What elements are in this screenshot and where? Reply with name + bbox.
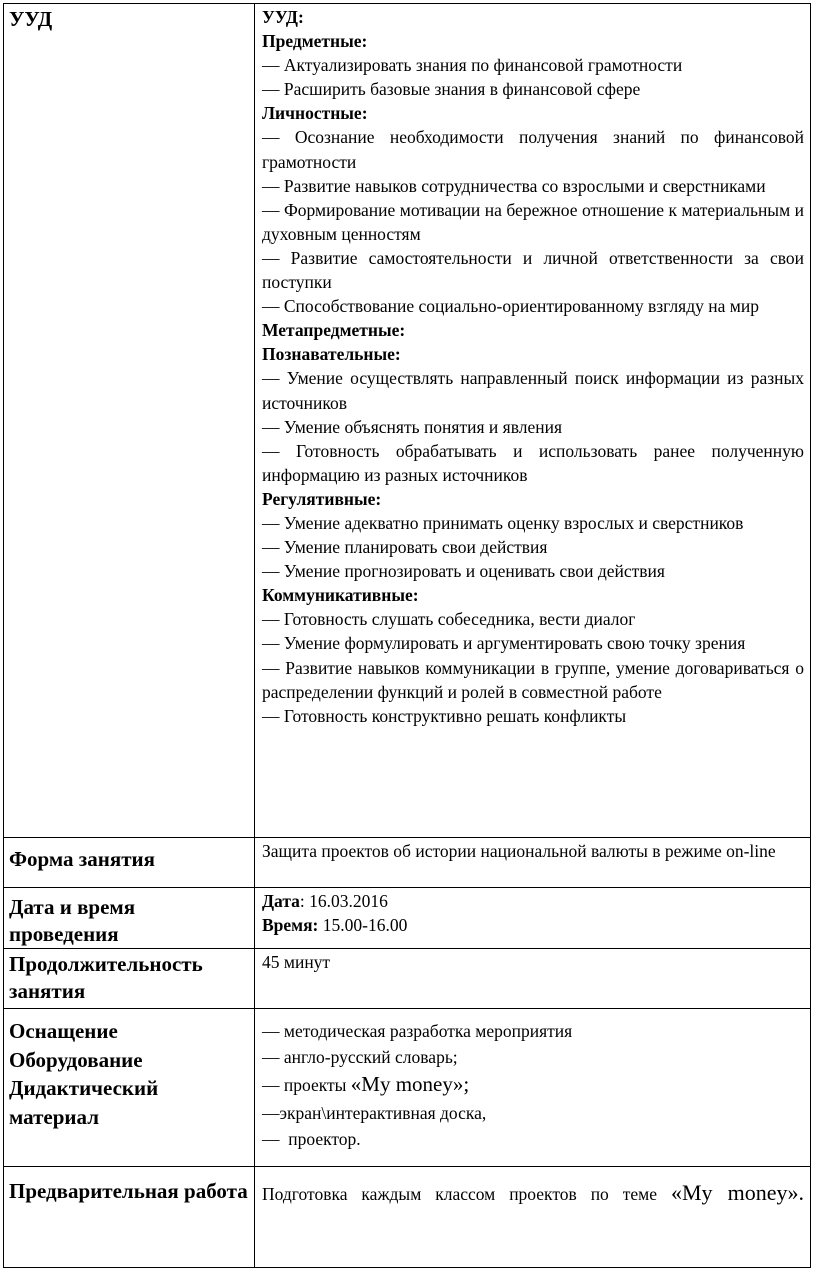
datetime-row [4, 888, 811, 949]
prep-text: Подготовка каждым классом проектов по теме [262, 1184, 671, 1204]
date-line [262, 889, 804, 913]
equipment-label-line: Оборудование [9, 1047, 143, 1072]
uud-content-cell [255, 4, 811, 838]
form-label-cell [4, 838, 255, 888]
list-item: — проектор. [262, 1129, 361, 1149]
list-item: — Развитие самостоятельности и личной ответственности за свои поступки [262, 247, 804, 293]
duration-value-cell [255, 949, 811, 1009]
list-item: — Умение объяснять понятия и явления [262, 416, 563, 437]
equipment-label-cell [4, 1009, 255, 1167]
duration-label-cell [4, 949, 255, 1009]
form-label: Форма занятия [9, 847, 155, 871]
date-label: Дата [262, 891, 300, 911]
list-item: — Расширить базовые знания в финансовой сфере [262, 79, 641, 100]
time-line [262, 913, 804, 937]
communicative-title: Коммуникативные: [262, 585, 419, 606]
list-item: — Осознание необходимости получения знаний по финансовой грамотности [262, 127, 804, 172]
list-item: — Актуализировать знания по финансовой грамотности [262, 55, 683, 76]
datetime-label: Дата и время проведения [9, 895, 136, 946]
list-item: — англо-русский словарь; [262, 1047, 458, 1067]
list-item: — Умение планировать свои действия [262, 537, 548, 558]
prep-label-cell [4, 1167, 255, 1268]
duration-value: 45 минут [262, 952, 331, 972]
prep-text-line [262, 1179, 804, 1209]
list-item: — Умение прогнозировать и оценивать свои действия [262, 561, 665, 582]
list-item: — Готовность конструктивно решать конфликты [262, 705, 627, 726]
list-item: — Готовность слушать собеседника, вести диалог [262, 609, 636, 630]
form-value-cell [255, 838, 811, 888]
list-item: —экран\интерактивная доска, [262, 1103, 487, 1123]
list-item [262, 1070, 804, 1100]
projects-prefix: — проекты [262, 1075, 351, 1095]
date-value: : 16.03.2016 [299, 891, 388, 911]
list-item: — Формирование мотивации на бережное отношение к материальным и духовным ценностям [262, 199, 804, 244]
list-item: — Развитие навыков сотрудничества со взрослыми и сверстниками [262, 175, 766, 196]
list-item: — Развитие навыков коммуникации в группе, умение договариваться о распределении функций и ролей в совместной работе [262, 657, 804, 702]
prep-label: Предварительная работа [9, 1179, 248, 1203]
equipment-label-line: Оснащение [9, 1019, 118, 1043]
equipment-row [4, 1009, 811, 1167]
time-value: 15.00-16.00 [318, 915, 408, 936]
uud-label: УУД [9, 7, 53, 31]
list-item: — Умение адекватно принимать оценку взрослых и сверстников [262, 512, 744, 533]
time-label: Время: [262, 915, 319, 936]
prep-value-cell [255, 1167, 811, 1268]
personal-title: Личностные: [262, 103, 368, 124]
subject-title: Предметные: [262, 31, 368, 52]
form-value: Защита проектов об истории национальной валюты в режиме on-line [262, 841, 776, 861]
uud-row [4, 4, 811, 838]
uud-label-cell [4, 4, 255, 838]
prep-row [4, 1167, 811, 1268]
equipment-label-line: Дидактический [9, 1076, 159, 1100]
duration-label: Продолжительность занятия [9, 952, 203, 1003]
meta-title: Метапредметные: [262, 320, 406, 341]
cognitive-title: Познавательные: [262, 344, 401, 365]
projects-title: «My money»; [350, 1072, 470, 1096]
equipment-label-line: материал [9, 1104, 99, 1129]
list-item: — методическая разработка мероприятия [262, 1021, 573, 1041]
uud-heading: УУД: [262, 7, 304, 27]
regulative-title: Регулятивные: [262, 488, 382, 509]
list-item: — Готовность обрабатывать и использовать ранее полученную информацию из разных источников [262, 440, 804, 485]
datetime-label-cell [4, 888, 255, 949]
datetime-value-cell [255, 888, 811, 949]
list-item: — Способствование социально-ориентированному взгляду на мир [262, 296, 759, 317]
lesson-plan-table [3, 3, 811, 1268]
equipment-value-cell [255, 1009, 811, 1167]
form-row [4, 838, 811, 888]
list-item: — Умение осуществлять направленный поиск информации из разных источников [262, 368, 804, 413]
duration-row [4, 949, 811, 1009]
list-item: — Умение формулировать и аргументировать свою точку зрения [262, 633, 746, 654]
prep-title: «My money». [670, 1180, 804, 1205]
